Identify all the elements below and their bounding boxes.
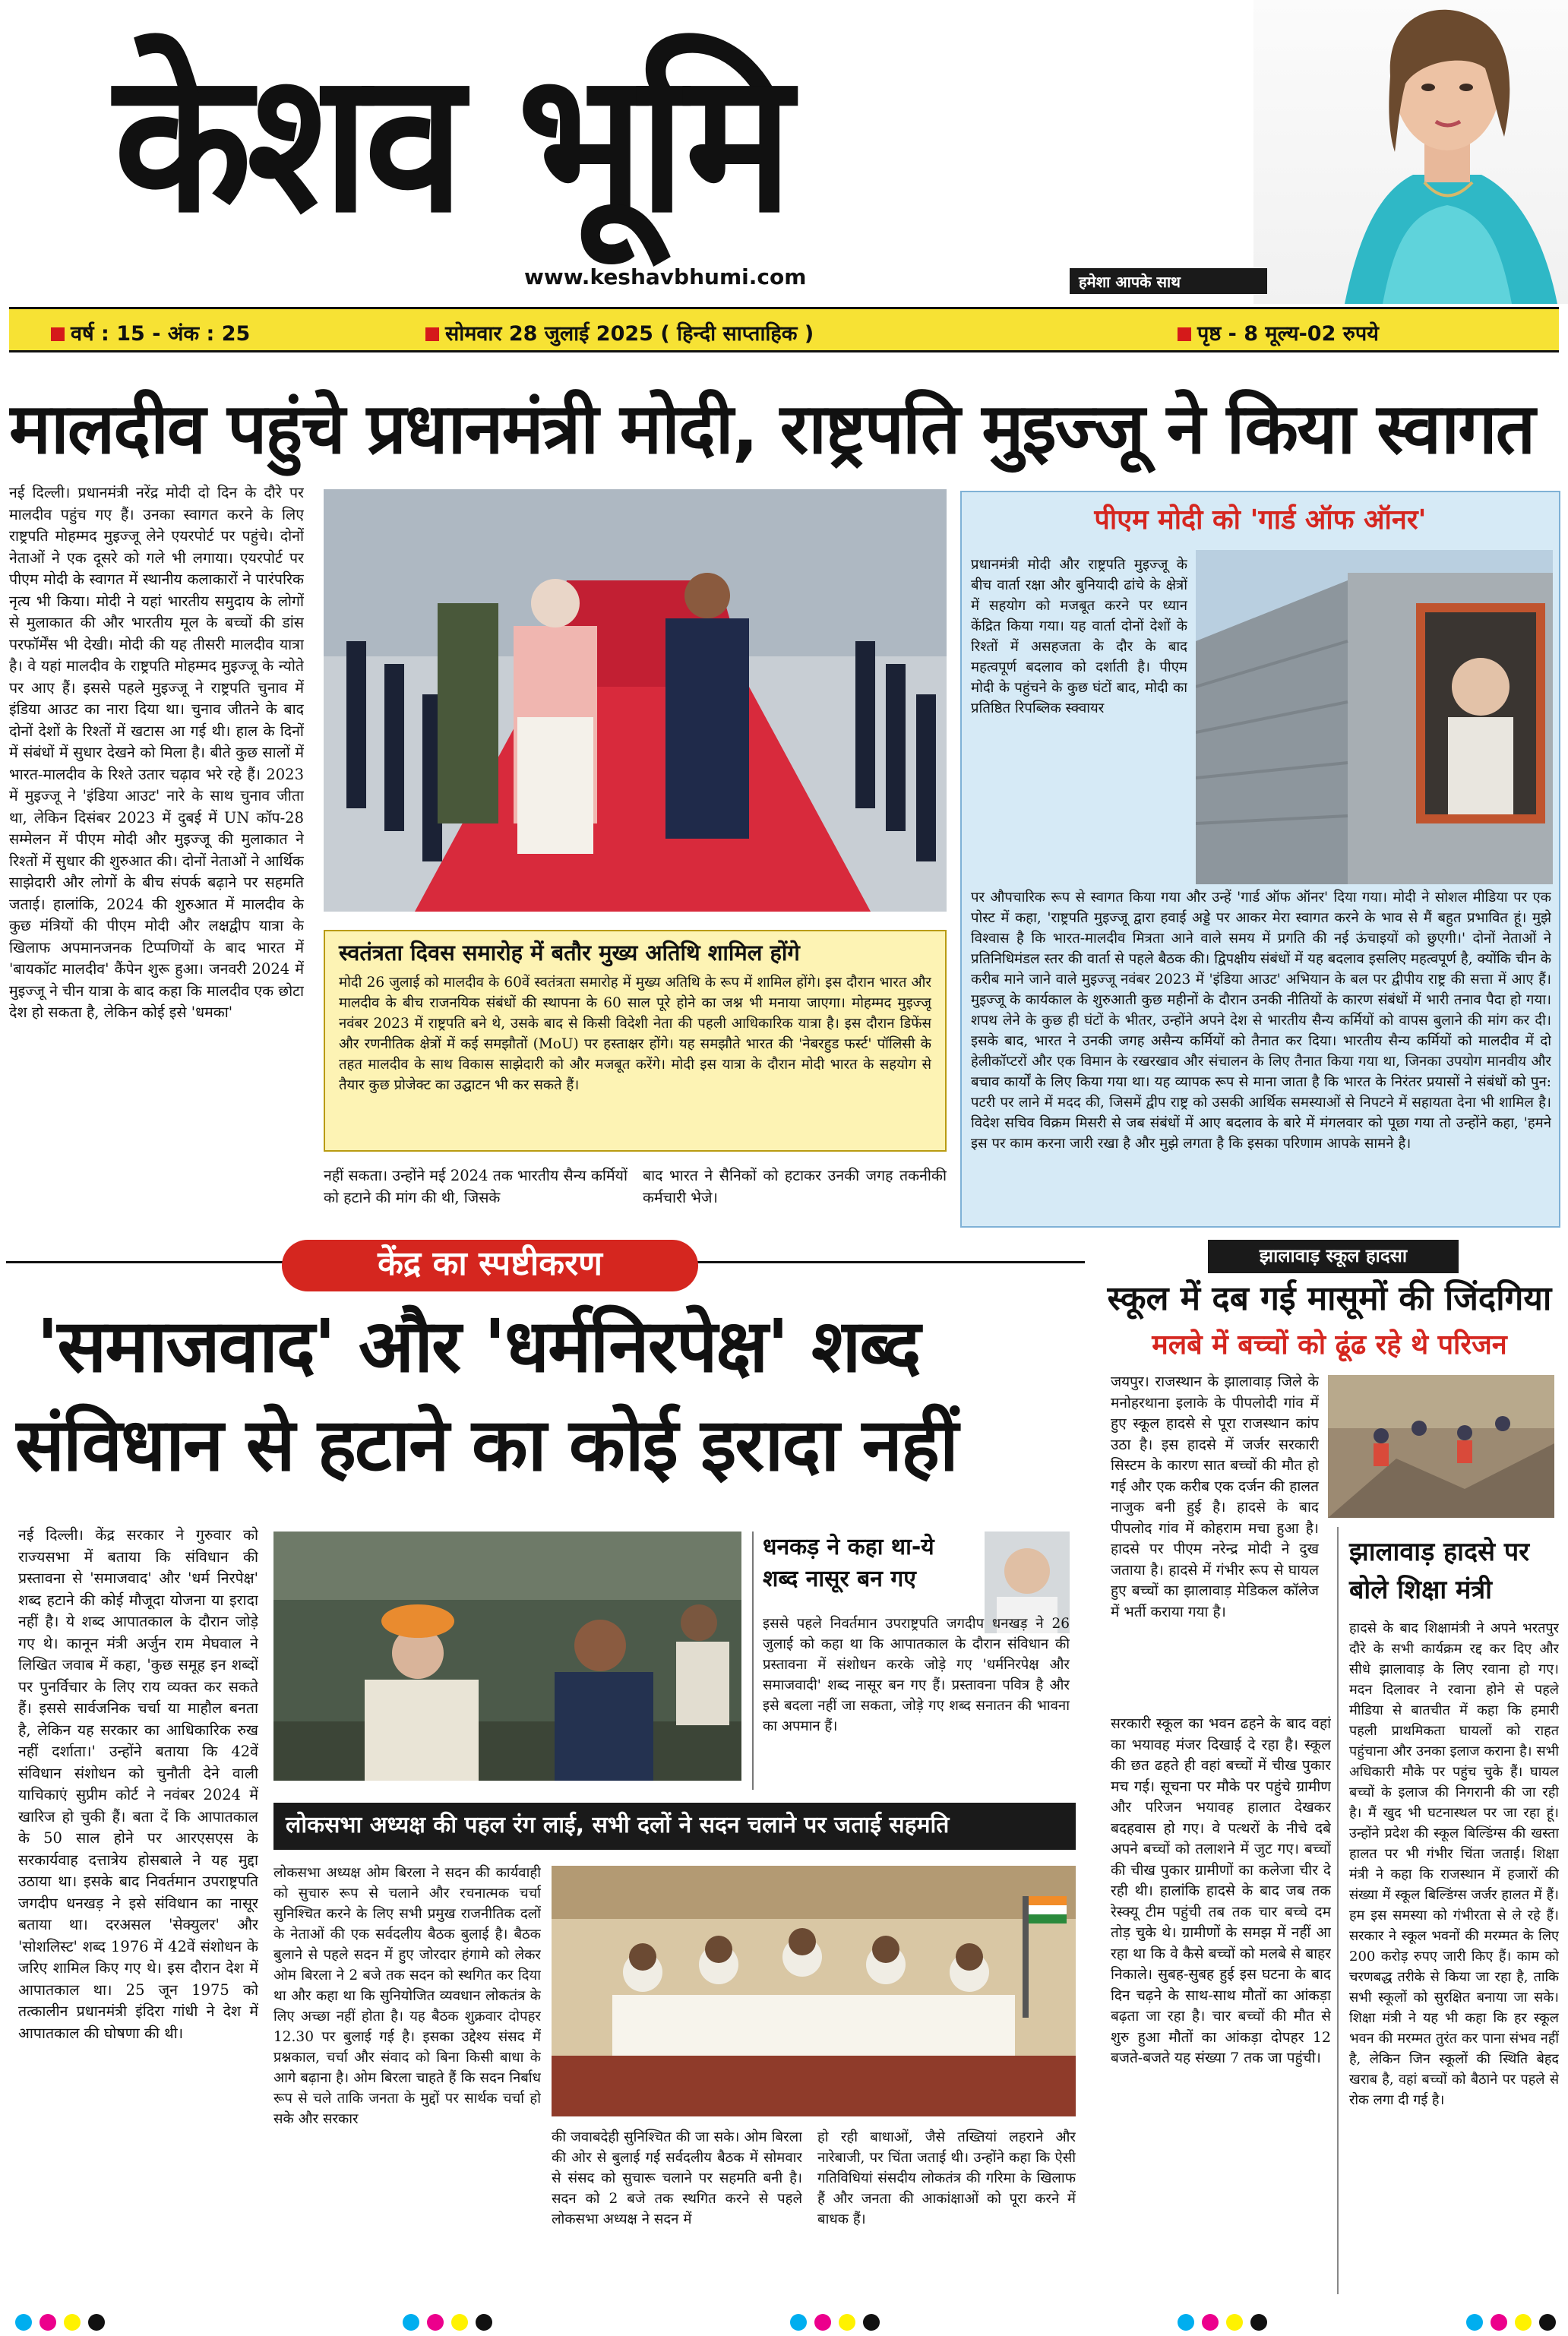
guard-of-honour-title: पीएम मोदी को 'गार्ड ऑफ ऑनर' bbox=[1094, 504, 1427, 536]
section-kicker: केंद्र का स्पष्टीकरण bbox=[282, 1240, 698, 1291]
independence-day-box bbox=[324, 930, 947, 1152]
yellow-dot-icon bbox=[839, 2314, 855, 2331]
second-headline-line-2: संविधान से हटाने का कोई इरादा नहीं bbox=[15, 1402, 957, 1487]
lok-sabha-column-3: हो रही बाधाओं, जैसे तख्तियां लहराने और नारेबाजी, पर चिंता जताई थी। उन्होंने कहा कि ऐसी गतिविधियां संसदीय लोकतंत्र की गरिमा के खिलाफ हैं और जनता की आकांक्षाओं को पूरा करने में बाधक हैं। bbox=[817, 2129, 1076, 2227]
modi-muizzu-airport-photo bbox=[324, 489, 947, 912]
masthead-title: केशव भूमि bbox=[114, 30, 789, 256]
lead-story-column-2-tail: नहीं सकता। उन्होंने मई 2024 तक भारतीय सैन्य कर्मियों को हटाने की मांग की थी, जिसके bbox=[324, 1167, 628, 1206]
minister-box-text: हादसे के बाद शिक्षामंत्री ने अपने भरतपुर दौरे के सभी कार्यक्रम रद्द कर दिए और सीधे झालावाड़ के लिए रवाना हो गए। मदन दिलावर ने रवाना होने से पहले मीडिया से बातचीत में कहा कि हमारी पहली प्राथमिकता घायलों को राहत पहुंचाना और उनका इलाज कराना है। सभी अधिकारी मौके पर पहुंच चुके हैं। घायल बच्चों के इलाज की निगरानी की जा रही है। मैं खुद भी घटनास्थल पर जा रहा हूं। उन्होंने प्रदेश की स्कूल बिल्डिंग्स की खस्ता हालत पर भी गंभीर चिंता जताई। शिक्षा मंत्री ने कहा कि राजस्थान में हजारों की संख्या में स्कूल बिल्डिंग्स जर्जर हालत में हैं। हम इस समस्या को गंभीरता से ले रहे हैं। सरकार ने स्कूल भवनों की मरम्मत के लिए 200 करोड़ रुपए जारी किए हैं। काम को चरणबद्ध तरीके से किया जा रहा है, ताकि सभी स्कूलों को सुरक्षित बनाया जा सके। शिक्षा मंत्री ने यह भी कहा कि हर स्कूल भवन की मरम्मत तुरंत कर पाना संभव नहीं है, लेकिन जिन स्कूलों की स्थिति बेहद खराब है, वहां बच्चों को बैठाने पर पहले से रोक लगा दी गई है। bbox=[1349, 1620, 1559, 2108]
red-square-icon bbox=[425, 327, 439, 341]
lok-sabha-headline-bar: लोकसभा अध्यक्ष की पहल रंग लाई, सभी दलों ने सदन चलाने पर जताई सहमति bbox=[273, 1803, 1076, 1850]
dhankhar-box bbox=[752, 1532, 1074, 1790]
dhankhar-box-title: धनकड़ ने कहा था-ये शब्द नासूर बन गए bbox=[763, 1534, 934, 1592]
magenta-dot-icon bbox=[40, 2314, 56, 2331]
red-square-icon bbox=[51, 327, 65, 341]
minister-box-title: झालावाड़ हादसे पर बोले शिक्षा मंत्री bbox=[1349, 1537, 1530, 1605]
yellow-dot-icon bbox=[1226, 2314, 1243, 2331]
lead-story-column-3-tail: बाद भारत ने सैनिकों को हटाकर उनकी जगह तकनीकी कर्मचारी भेजे। bbox=[643, 1167, 947, 1206]
red-square-icon bbox=[1178, 327, 1191, 341]
cyan-dot-icon bbox=[403, 2314, 419, 2331]
second-headline-line-1: 'समाजवाद' और 'धर्मनिरपेक्ष' शब्द bbox=[36, 1304, 920, 1389]
all-party-meeting-photo bbox=[552, 1866, 1076, 2116]
lok-sabha-column-1: लोकसभा अध्यक्ष ओम बिरला ने सदन की कार्यवाही को सुचारु रूप से चलाने और रचनात्मक चर्चा सुनिश्चित करने के लिए सभी प्रमुख राजनीतिक दलों के नेताओं की एक सर्वदलीय बैठक बुलाई है। बैठक बुलाने से पहले सदन में हुए जोरदार हंगामे को लेकर ओम बिरला ने 2 बजे तक सदन को स्थगित कर दिया था और कहा था कि सुनियोजित व्यवधान लोकतंत्र के लिए अच्छा नहीं होता है। यह बैठक शुक्रवार दोपहर 12.30 पर बुलाई गई है। इसका उद्देश्य संसद में प्रश्नकाल, चर्चा और संवाद को बिना किसी बाधा के आगे बढ़ाना है। ओम बिरला चाहते हैं कि सदन निर्बाध रूप से चले ताकि जनता के मुद्दों पर सार्थक चर्चा हो सके और सरकार bbox=[273, 1865, 541, 2127]
independence-day-box-text: मोदी 26 जुलाई को मालदीव के 60वें स्वतंत्रता समारोह में मुख्य अतिथि के रूप में शामिल होंगे। इस दौरान भारत और मालदीव के बीच राजनयिक संबंधों की स्थापना के 60 साल पूरे होने का जश्न भी मनाया जाएगा। मोहम्मद मुइज्जू नवंबर 2023 में राष्ट्रपति बने थे, उसके बाद से किसी विदेशी नेता की पहली आधिकारिक यात्रा है। इस दौरान डिफेंस और रणनीतिक क्षेत्रों में कई समझौतों (MoU) पर हस्ताक्षर होंगे। यह समझौते भारत की 'नेबरहुड फर्स्ट' पॉलिसी के तहत मालदीव के साथ विकास साझेदारी को और मजबूत करेंगे। मोदी इस यात्रा के दौरान मोदी भारत के सहयोग से तैयार कुछ प्रोजेक्ट का उद्घाटन भी कर सकते हैं। bbox=[339, 975, 931, 1093]
cyan-dot-icon bbox=[15, 2314, 32, 2331]
dhankhar-box-text: इससे पहले निवर्तमान उपराष्ट्रपति जगदीप धनखड़ ने 26 जुलाई को कहा था कि आपातकाल के दौरान संविधान की प्रस्तावना में संशोधन करके जोड़े गए 'धर्मनिरपेक्ष और समाजवादी' शब्द नासूर बन गए हैं। प्रस्तावना पवित्र है और इसे बदला नहीं जा सकता, जोड़े गए शब्द सनातन की भावना का अपमान हैं। bbox=[763, 1616, 1070, 1734]
yellow-dot-icon bbox=[451, 2314, 468, 2331]
second-story-column: नई दिल्ली। केंद्र सरकार ने गुरुवार को राज्यसभा में बताया कि संविधान की प्रस्तावना से 'समाजवाद' और 'धर्म निरपेक्ष' शब्द हटाने की कोई मौजूदा योजना या इरादा नहीं है। ये शब्द आपातकाल के दौरान जोड़े गए थे। कानून मंत्री अर्जुन राम मेघवाल ने लिखित जवाब में कहा, 'कुछ समूह इन शब्दों पर पुनर्विचार के लिए राय व्यक्त कर सकते हैं। इससे सार्वजनिक चर्चा या माहौल बनता है, लेकिन यह सरकार का आधिकारिक रुख नहीं दर्शाता।' उन्होंने बताया कि 42वें संविधान संशोधन को चुनौती देने वाली याचिकाएं सुप्रीम कोर्ट ने नवंबर 2024 में खारिज हो चुकी हैं। बता दें कि आपातकाल के 50 साल होने पर आरएसएस के सरकार्यवाह दत्तात्रेय होसबाले ने यह मुद्दा उठाया था। इसके बाद निवर्तमान उपराष्ट्रपति जगदीप धनखड़ ने इसे संविधान का नासूर बताया था। दरअसल 'सेक्युलर' और 'सोशलिस्ट' शब्द 1976 में 42वें संशोधन के जरिए शामिल किए गए थे। इस दौरान देश में आपातकाल था। 25 जून 1975 को तत्कालीन प्रधानमंत्री इंदिरा गांधी ने देश में आपातकाल की घोषणा की थी। bbox=[18, 1526, 258, 2042]
yellow-dot-icon bbox=[1515, 2314, 1532, 2331]
black-dot-icon bbox=[1539, 2314, 1556, 2331]
guard-of-honour-text-top: प्रधानमंत्री मोदी और राष्ट्रपति मुइज्जू के बीच वार्ता रक्षा और बुनियादी ढांचे के क्षेत्रों में सहयोग को मजबूत करने पर ध्यान केंद्रित किया गया। यह वार्ता दोनों देशों के रिश्तों में असहजता के दौर के बाद महत्वपूर्ण बदलाव को दर्शाती है। पीएम मोदी के पहुंचने के कुछ घंटों बाद, मोदी का प्रतिष्ठित रिपब्लिक स्क्वायर bbox=[971, 557, 1187, 716]
modi-billboard-photo bbox=[1196, 550, 1553, 884]
school-story-text-bottom: सरकारी स्कूल का भवन ढहने के बाद वहां का भयावह मंजर दिखाई दे रहा है। स्कूल की छत ढहते ही वहां बच्चों में चीख पुकार मच गई। सूचना पर मौके पर पहुंचे ग्रामीण और परिजन भयावह हालात देखकर बदहवास हो गए। वे पत्थरों के नीचे दबे अपने बच्चों को तलाशने में जुट गए। बच्चों की चीख पुकार ग्रामीणों का कलेजा चीर दे रही थी। हालांकि हादसे के बाद जब तक रेस्क्यू टीम पहुंची तब तक चार बच्चे दम तोड़ चुके थे। ग्रामीणों के समझ में नहीं आ रहा था कि वे कैसे बच्चों को मलबे से बाहर निकाले। सुबह-सुबह हुई इस घटना के बाद दिन चढ़ने के साथ-साथ मौतों का आंकड़ा बढ़ता जा रहा है। चार बच्चों की मौत से शुरु हुआ मौतों का आंकड़ा दोपहर 12 बजते-बजते यह संख्या 7 तक जा पहुंची। bbox=[1111, 1715, 1331, 2066]
tagline-badge: हमेशा आपके साथ bbox=[1070, 268, 1267, 294]
school-headline: स्कूल में दब गई मासूमों की जिंदगिया bbox=[1107, 1279, 1552, 1318]
issue-date: सोमवार 28 जुलाई 2025 ( हिन्दी साप्ताहिक ) bbox=[425, 318, 814, 346]
lead-headline: मालदीव पहुंचे प्रधानमंत्री मोदी, राष्ट्रपति मुइज्जू ने किया स्वागत bbox=[9, 388, 1535, 469]
guard-of-honour-text-bottom: पर औपचारिक रूप से स्वागत किया गया और उन्हें 'गार्ड ऑफ ऑनर' दिया गया। मोदी ने सोशल मीडिया पर एक पोस्ट में कहा, 'राष्ट्रपति मुइज्जू द्वारा हवाई अड्डे पर आकर मेरा स्वागत करने के भाव से मैं बहुत प्रभावित हूं। मुझे विश्वास है कि भारत-मालदीव मित्रता आने वाले समय में प्रगति की नई ऊंचाइयों को छुएगी।' दोनों नेताओं ने प्रतिनिधिमंडल स्तर की वार्ता से पहले बैठक की। द्विपक्षीय संबंधों में यह बदलाव इसलिए महत्वपूर्ण है, क्योंकि चीन के करीब माने जाने वाले मुइज्जू नवंबर 2023 में 'इंडिया आउट' अभियान के बल पर द्वीपीय राष्ट्र की सत्ता में आए हैं। मुइज्जू के कार्यकाल के शुरुआती कुछ महीनों के दौरान उनकी नीतियों के कारण संबंधों में भारी तनाव पैदा हो गया। शपथ लेने के कुछ ही घंटों के भीतर, उन्होंने अपने देश से भारतीय सैन्य कर्मियों को वापस बुलाने की मांग कर दी। इसके बाद, भारत ने उनकी जगह असैन्य कर्मियों को तैनात कर दिया। भारतीय सैन्य कर्मियों को मालदीव में दो हेलीकॉप्टरों और एक विमान के रखरखाव और संचालन के लिए तैनात किया गया था, जिनका उपयोग मानवीय और बचाव कार्यों के लिए किया गया था। यह व्यापक रूप से माना जाता है कि भारत के निरंतर प्रयासों ने संबंधों को पुन: पटरी पर लाने में मदद की, जिसमें द्वीप राष्ट्र को उसकी आर्थिक समस्याओं से निपटने में सहायता देना भी शामिल है। विदेश सचिव विक्रम मिसरी से जब संबंधों में आए बदलाव के बारे में मंगलवार को पूछा गया तो उन्होंने कहा, 'हमने इस पर काम करना जारी रखा है और मुझे लगता है कि इसका परिणाम आपके सामने है। bbox=[971, 890, 1551, 1152]
website-url[interactable]: www.keshavbhumi.com bbox=[524, 264, 807, 289]
black-dot-icon bbox=[863, 2314, 880, 2331]
magenta-dot-icon bbox=[814, 2314, 831, 2331]
black-dot-icon bbox=[476, 2314, 492, 2331]
issue-info-bar bbox=[9, 307, 1559, 352]
cyan-dot-icon bbox=[1178, 2314, 1194, 2331]
issue-number: वर्ष : 15 - अंक : 25 bbox=[51, 318, 250, 346]
school-story-label: झालावाड़ स्कूल हादसा bbox=[1208, 1240, 1459, 1273]
cyan-dot-icon bbox=[790, 2314, 807, 2331]
black-dot-icon bbox=[1250, 2314, 1267, 2331]
minister-box bbox=[1337, 1527, 1557, 2294]
magenta-dot-icon bbox=[1202, 2314, 1219, 2331]
cyan-dot-icon bbox=[1466, 2314, 1483, 2331]
magenta-dot-icon bbox=[427, 2314, 444, 2331]
magenta-dot-icon bbox=[1491, 2314, 1507, 2331]
rajya-sabha-photo bbox=[273, 1532, 741, 1781]
black-dot-icon bbox=[88, 2314, 105, 2331]
school-story-text-top: जयपुर। राजस्थान के झालावाड़ जिले के मनोहरथाना इलाके के पीपलोदी गांव में हुए स्कूल हादसे से पूरा राजस्थान कांप उठा है। इस हादसे में जर्जर सरकारी सिस्टम के कारण सात बच्चों की मौत हो गई और एक करीब एक दर्जन की हालत नाजुक बनी हुई है। हादसे के बाद पीपलोद गांव में कोहराम मचा हुआ है। हादसे पर पीएम नरेन्द्र मोदी ने दुख जताया है। हादसे में गंभीर रूप से घायल हुए बच्चों का झालावाड़ मेडिकल कॉलेज में भर्ती कराया गया है। bbox=[1111, 1373, 1319, 1620]
independence-day-box-title: स्वतंत्रता दिवस समारोह में बतौर मुख्य अतिथि शामिल होंगे bbox=[339, 940, 800, 966]
page-price: पृष्ठ - 8 मूल्य-02 रुपये bbox=[1178, 318, 1379, 346]
school-rescue-photo bbox=[1328, 1375, 1554, 1518]
school-subhead: मलबे में बच्चों को ढूंढ रहे थे परिजन bbox=[1152, 1329, 1507, 1361]
lok-sabha-column-2: की जवाबदेही सुनिश्चित की जा सके। ओम बिरला की ओर से बुलाई गई सर्वदलीय बैठक में सोमवार से संसद को सुचारू चलाने पर सहमति बनी है। सदन को 2 बजे तक स्थगित करने से पहले लोकसभा अध्यक्ष ने सदन में bbox=[552, 2129, 802, 2227]
cover-model-photo bbox=[1253, 0, 1568, 304]
guard-of-honour-box bbox=[960, 491, 1560, 1228]
yellow-dot-icon bbox=[64, 2314, 81, 2331]
print-registration-marks bbox=[0, 2309, 1568, 2336]
lead-story-column-1: नई दिल्ली। प्रधानमंत्री नरेंद्र मोदी दो दिन के दौरे पर मालदीव पहुंच गए हैं। उनका स्वागत करने के लिए राष्ट्रपति मोहम्मद मुइज्जू लेने एयरपोर्ट पर पहुंचे। दोनों नेताओं ने एक दूसरे को गले भी लगाया। एयरपोर्ट पर पीएम मोदी के स्वागत में स्थानीय कलाकारों ने पारंपरिक नृत्य भी किया। मोदी ने यहां भारतीय समुदाय के लोगों से मुलाकात की और भारतीय मूल के बच्चों की डांस परफॉर्मेंस भी देखी। मोदी की यह तीसरी मालदीव यात्रा है। वे यहां मालदीव के राष्ट्रपति मोहम्मद मुइज्जू के न्योते पर आए हैं। इससे पहले मुइज्जू ने राष्ट्रपति चुनाव में इंडिया आउट का नारा दिया था। चुनाव जीतने के बाद दोनों देशों के रिश्तों में खटास आ गई थी। हाल के दिनों में संबंधों में सुधार देखने को मिला है। बीते कुछ सालों में भारत-मालदीव के रिश्ते उतार चढ़ाव भरे रहे हैं। 2023 में मुइज्जू ने 'इंडिया आउट' नारे के साथ चुनाव जीता था, लेकिन दिसंबर 2023 में दुबई में UN कॉप-28 सम्मेलन में पीएम मोदी और मुइज्जू की मुलाकात ने रिश्तों में सुधार की शुरुआत की। दोनों नेताओं ने आर्थिक साझेदारी और लोगों के बीच संपर्क बढ़ाने पर सहमति जताई। हालांकि, 2024 की शुरुआत में मालदीव के कुछ मंत्रियों की पीएम मोदी और लक्षद्वीप यात्रा के खिलाफ अपमानजनक टिप्पणियों के बाद भारत में 'बायकॉट मालदीव' कैंपेन शुरू हुआ। जनवरी 2024 में मुइज्जू ने चीन यात्रा के बाद कहा कि मालदीव एक छोटा देश हो सकता है, लेकिन कोई इसे 'धमका' bbox=[9, 484, 304, 1021]
